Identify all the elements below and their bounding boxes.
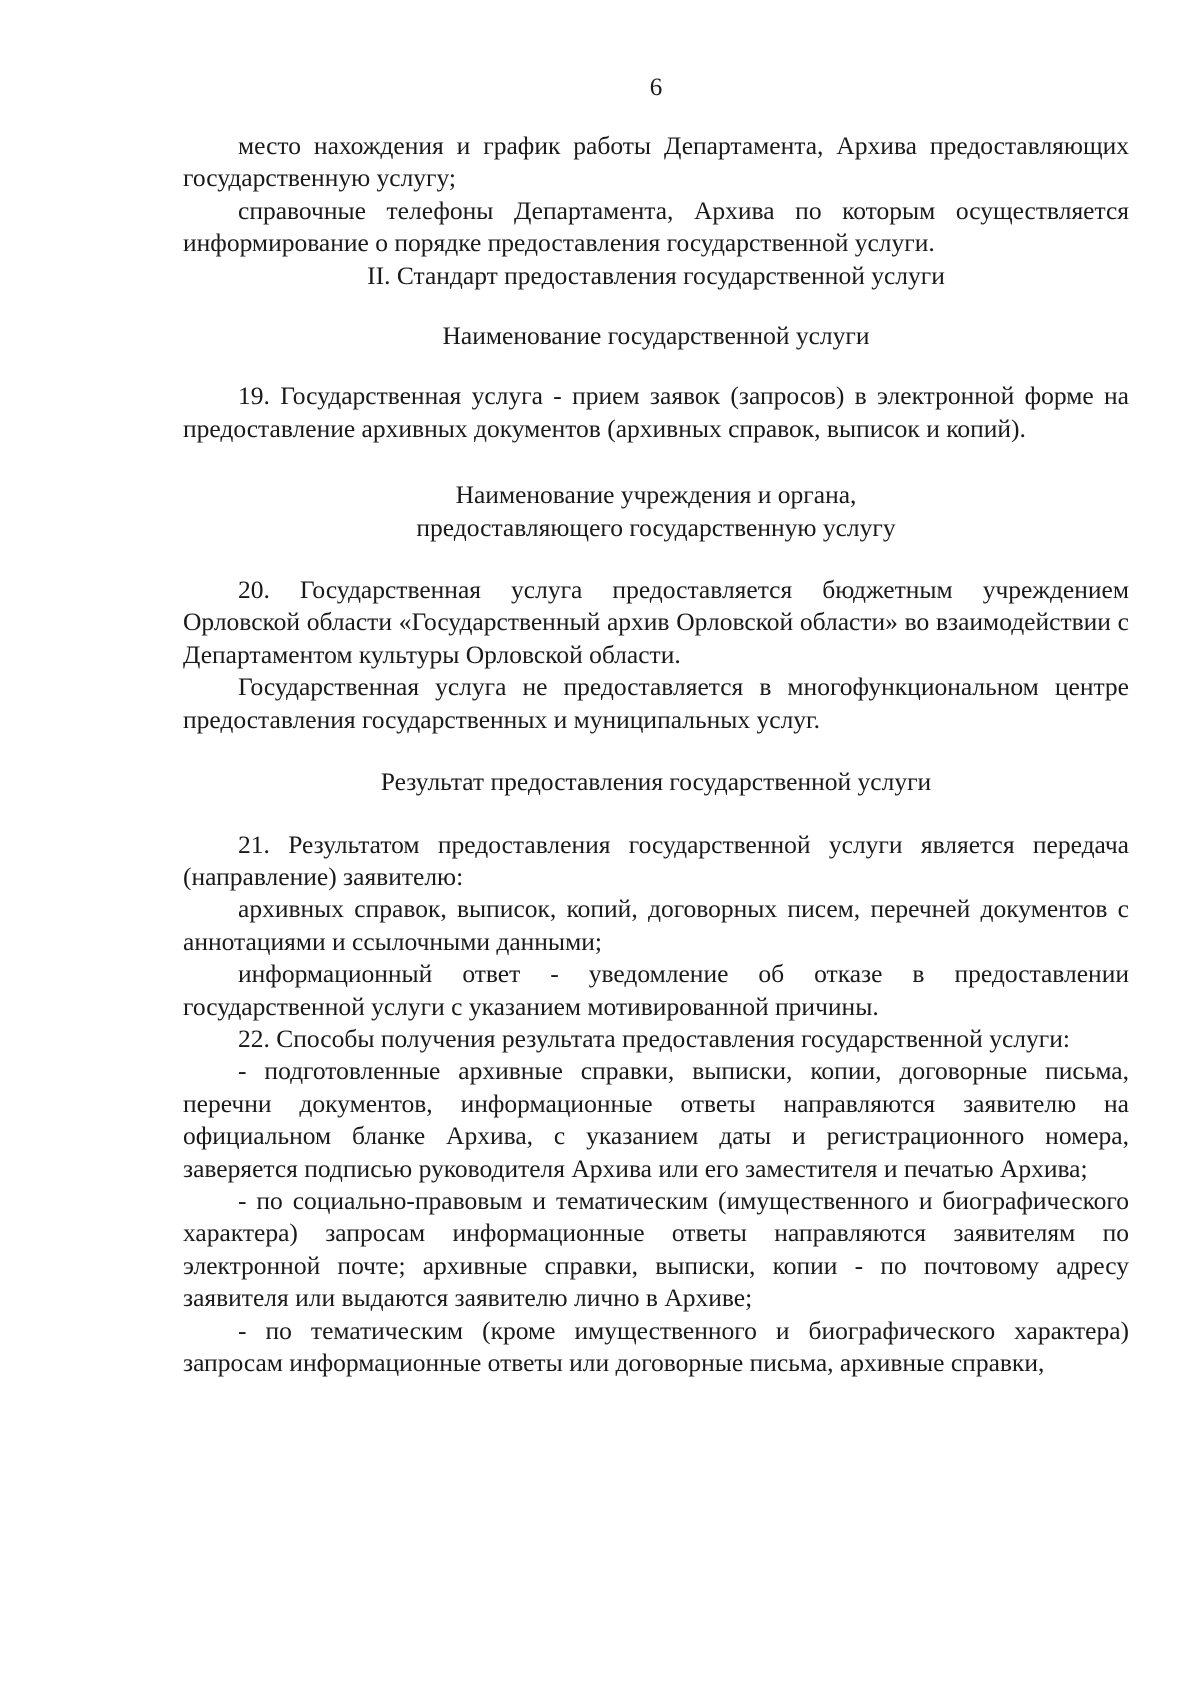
paragraph: 22. Способы получения результата предоставления государственной услуги:: [238, 1023, 1070, 1053]
paragraph: место нахождения и график работы Департамента, Архива предоставляющих государственную услугу;: [183, 131, 1129, 193]
page-number: 6: [649, 74, 663, 101]
paragraph: архивных справок, выписок, копий, договорных писем, перечней документов с аннотациями и ссылочными данными;: [183, 894, 1129, 956]
paragraph: - по социально-правовым и тематическим (имущественного и биографического характера) запросам информационные ответы направляются заявителям по электронной почте; архивные справки, выписки, копии - по почтовому адресу заявителя или выдаются заявителю лично в Архиве;: [183, 1185, 1129, 1313]
subsection-title-line: предоставляющего государственную услугу: [416, 512, 896, 542]
paragraph: информационный ответ - уведомление об отказе в предоставлении государственной услуги с указанием мотивированной причины.: [183, 959, 1129, 1021]
subsection-title: Результат предоставления государственной услуги: [380, 767, 932, 797]
paragraph: 21. Результатом предоставления государственной услуги является передача (направление) заявителю:: [183, 829, 1129, 891]
document-body: [183, 130, 1129, 1379]
paragraph: - подготовленные архивные справки, выписки, копии, договорные письма, перечни документов, информационные ответы направляются заявителю на официальном бланке Архива, с указанием даты и регистрационного номера, заверяется подписью руководителя Архива или его заместителя и печатью Архива;: [183, 1056, 1129, 1183]
section-title: II. Стандарт предоставления государственной услуги: [367, 260, 945, 290]
paragraph: 20. Государственная услуга предоставляется бюджетным учреждением Орловской области «Государственный архив Орловской области» во взаимодействии с Департаментом культуры Орловской области.: [183, 575, 1129, 669]
subsection-title-line: Наименование учреждения и органа,: [455, 480, 857, 510]
subsection-title: Наименование государственной услуги: [442, 321, 870, 351]
paragraph: справочные телефоны Департамента, Архива по которым осуществляется информирование о порядке предоставления государственной услуги.: [183, 195, 1129, 258]
paragraph: Государственная услуга не предоставляется в многофункциональном центре предоставления государственных и муниципальных услуг.: [183, 672, 1129, 734]
paragraph: 19. Государственная услуга - прием заявок (запросов) в электронной форме на предоставление архивных документов (архивных справок, выписок и копий).: [183, 381, 1129, 443]
paragraph: - по тематическим (кроме имущественного и биографического характера) запросам информационные ответы или договорные письма, архивные справки,: [183, 1315, 1129, 1377]
